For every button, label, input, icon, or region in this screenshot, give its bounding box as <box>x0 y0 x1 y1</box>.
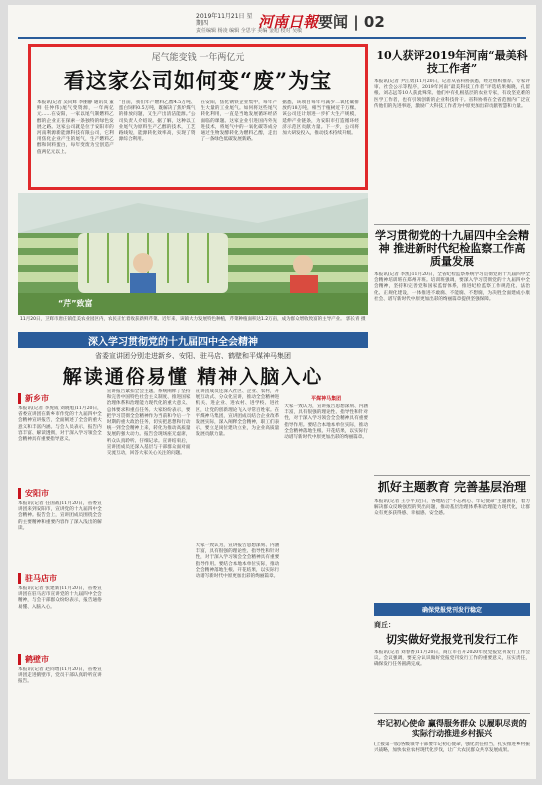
celery-harvest-photo <box>18 193 368 315</box>
photo-caption: 11月20日，卫辉市唐庄镇佳美农业园区内，农民正忙着收获新鲜芹菜。近年来，该镇大力发展特色种植，芹菜种植面积达1.2万亩，成为群众增收致富的主导产业。 郭长青 摄 <box>20 317 366 322</box>
divider <box>374 713 530 714</box>
article-title-distribution[interactable]: 切实做好党报党刊发行工作 <box>386 633 518 646</box>
masthead-date: 2019年11月21日 星期四 <box>196 13 253 27</box>
special-text-3b: 大家一致认为，宣讲报告思想深刻、内涵丰富，具有很强的理论性、指导性和针对性，对于深入学习领会全会精神具有重要指导作用。要结合本地本单位实际，推动全会精神落地生根、开花结果，以实际行动谱写新时代中原更加出彩的绚丽篇章。 <box>195 543 280 580</box>
photo-illustration <box>18 193 368 315</box>
special-col-4 <box>284 389 368 779</box>
article-title-scientists[interactable]: 10人获评2019年河南“最美科技工作者” <box>376 49 528 75</box>
hebi-text: 本报讯(记者 赵同增)11月20日，省委宣讲团走进鹤壁市，党员干部认真聆听宣讲报告。 <box>18 667 102 685</box>
article-text-discipline: 本报讯(记者 李凯)11月20日，全省纪检监察系统学习贯彻党的十九届四中全会精神培训班在郑州开班。培训班强调，要深入学习贯彻党的十九届四中全会精神，坚持和完善党和国家监督体系，推进纪检监察工作规范化、法治化、正规化建设，一体推进不敢腐、不能腐、不想腐，为决胜全面建成小康社会、谱写新时代中原更加出彩的绚丽篇章提供坚强保障。 <box>374 272 530 302</box>
article-text-education: 本报讯(记者 王小平)近日，各地结合“不忘初心、牢记使命”主题教育，着力解决群众反映强烈的突出问题，推动基层治理体系和治理能力现代化，让群众有更多获得感、幸福感、安全感。 <box>374 499 530 517</box>
featured-kicker: 尾气能变钱 一年两亿元 <box>151 53 245 63</box>
article-text-distribution: 本报讯(记者 刘春香)11月20日，商丘市召开2020年度党报党刊发行工作会议。会议强调，要充分认识做好党报党刊发行工作的重要意义，压实责任，确保发行任务圆满完成。 <box>374 650 530 668</box>
special-columns <box>18 389 368 779</box>
masthead <box>18 9 526 39</box>
group-label: 平煤神马集团 <box>311 396 342 402</box>
featured-col-1: 本报讯(记者 吴向辉 李丽静 通讯员 董鲜 任仲伟)尾气变资源，一年两亿元……在安阳，一家以尾气制燃料乙醇的企业正在探索一条独特的绿色发展之路。这家公司就是位于安阳市的河南利源新能源科技有限公司，它利用焦化企业产生的尾气，生产燃料乙醇和饲料蛋白，每年变废为宝创造产值两亿元以上。 <box>37 100 114 155</box>
featured-col-3: 在安阳，焦化钢铁企业集中，每年产生大量的工业尾气。如何将这些尾气转化利用，一直是当地发展循环经济面临的课题。这家企业引进国内外先进技术，将尾气中的一氧化碳等成分通过生物发酵转化为燃料乙醇，走出了一条绿色低碳发展新路。 <box>200 100 278 143</box>
special-text-3: 宣讲团成员还深入社区、企业、农村，开展互动式、分众化宣讲，推动全会精神进机关、进企业、进农村、进学校、进社区，让党的创新理论飞入寻常百姓家。在平煤神马集团，宣讲团成员结合企业改革发展实际，深入阐释全会精神，职工们表示，要立足岗位建功立业，为企业高质量发展贡献力量。 <box>195 389 280 438</box>
special-subtitle: 省委宣讲团分别走进新乡、安阳、驻马店、鹤壁和平煤神马集团 <box>95 352 291 360</box>
section-label: 要闻 | 02 <box>318 13 385 31</box>
special-text-2: 宣讲报告紧扣全会主题，系统阐释了坚持和完善中国特色社会主义制度、推进国家治理体系和治理能力现代化的重大意义、总体要求和重点任务。大家纷纷表示，要把学习贯彻全会精神作为当前和今后一个时期的重大政治任务，切实把思想和行动统一到全会精神上来，转化为推动高质量发展的强大动力。报告会现场座无虚席，听众认真聆听、仔细记录。宣讲结束后，宣讲团成员还深入基层与干部群众面对面交流互动，回答大家关心关注的问题。 <box>106 389 191 457</box>
special-col-2 <box>107 389 191 779</box>
featured-col-4: 据悉，该项目每年可减少二氧化碳排放约18万吨，相当于植树近千万棵。该公司还计划进一步扩大生产规模，延伸产业链条，为安阳市打造循环经济示范区贡献力量。下一步，公司将加大研发投入，推动技术持续升级。 <box>282 100 359 137</box>
featured-col-2: “目前，我们年产燃料乙醇4.5万吨、蛋白饲料0.5万吨，既解决了焦炉煤气的排放问题，又生产出清洁能源。”公司负责人介绍说。据了解，这种以工业尾气为原料生产乙醇的技术，工艺路线短，能源转化效率高，实现了资源综合利用。 <box>118 100 196 143</box>
featured-article-highlight[interactable] <box>28 44 368 190</box>
divider <box>374 224 530 225</box>
featured-headline[interactable]: 看这家公司如何变“废”为宝 <box>63 68 333 93</box>
divider <box>374 475 530 476</box>
city-label-hebi: 鹤壁市 <box>18 654 102 665</box>
zhumadian-text: 本报讯(记者 张建新)11月20日，省委宣讲团在驻马店市宣讲党的十九届四中全会精神，与会干部群众纷纷表示，报告通俗易懂、入脑入心。 <box>18 586 102 610</box>
city-label-xinxiang: 新乡市 <box>18 393 102 404</box>
special-headline[interactable]: 解读通俗易懂 精神入脑入心 <box>62 366 324 388</box>
special-col-1 <box>18 389 102 779</box>
city-label-zhumadian: 驻马店市 <box>18 573 102 584</box>
section-band: 确保党报党刊发行稳定 <box>374 603 530 616</box>
article-title-discipline[interactable]: 学习贯彻党的十九届四中全会精神 推进新时代纪检监察工作高质量发展 <box>375 229 529 268</box>
newspaper-logo: 河南日報 <box>258 13 319 31</box>
article-title-education[interactable]: 抓好主题教育 完善基层治理 <box>377 480 527 494</box>
article-kicker-shangqiu: 商丘： <box>374 620 395 629</box>
special-banner: 深入学习贯彻党的十九届四中全会精神 <box>18 332 368 348</box>
anyang-text: 本报讯(记者 任国战)11月20日，省委宣讲团来到安阳市，宣讲党的十九届四中全会精神。报告会上，宣讲团成员围绕全会的主要精神和重要内容作了深入浅出的解读。 <box>18 501 102 531</box>
city-label-anyang: 安阳市 <box>18 488 102 499</box>
newspaper-page <box>8 5 536 779</box>
editors-line: 责任编辑 杨凌 编辑 全思宇 美编 金旭 校对 吴敏 <box>196 28 303 34</box>
photo-badge: “芹”致富 <box>58 299 93 308</box>
article-text-scientists: 本报讯(记者 尹江勇)11月20日，记者从省科协获悉，经过组织推荐、专家评审、社会公示等程序，2019年河南“最美科技工作者”评选结果揭晓，孔留根、刘志远等10人获此殊荣。他们中有扎根基层的农业专家，有攻坚克难的医学工作者，也有引领创新的企业科技骨干。省科协将在全省范围内广泛宣传他们的先进事迹，激励广大科技工作者为中原更加出彩贡献智慧和力量。 <box>374 79 530 109</box>
right-column <box>374 45 530 775</box>
special-text-4: 大家一致认为，宣讲报告思想深刻、内涵丰富，具有很强的理论性、指导性和针对性，对于深入学习领会全会精神具有重要指导作用。要结合本地本单位实际，推动全会精神落地生根、开花结果，以实际行动谱写新时代中原更加出彩的绚丽篇章。 <box>284 404 368 441</box>
article-title-rural[interactable]: 牢记初心使命 赢得服务群众 以履职尽责的实际行动推进乡村振兴 <box>377 718 527 738</box>
special-col-3 <box>196 389 280 779</box>
xinxiang-text: 本报讯(记者 李虎成 刘晓旭)11月20日，省委宣讲团在新乡市作党的十九届四中全会精神宣讲报告，全面阐述了全会的重大意义和丰富内涵。与会人员表示，报告内容丰富、解读透彻，对于深入学习领会全会精神具有重要指导意义。 <box>18 406 102 443</box>
article-text-rural: (上接第一版)各级领导干部要牢记初心使命，强化责任担当，扎实推进乡村振兴战略，加快农业农村现代化步伐，让广大农民群众共享发展成果。 <box>374 742 530 754</box>
